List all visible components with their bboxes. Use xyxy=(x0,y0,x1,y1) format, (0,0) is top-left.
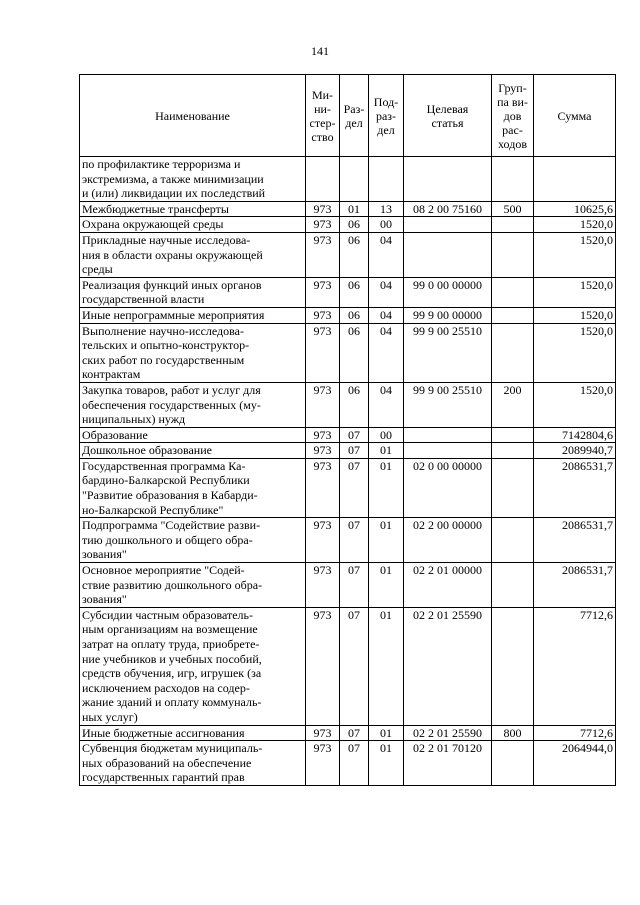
row-target-article: 02 2 01 25590 xyxy=(404,725,492,741)
header-subsection: Под- раз- дел xyxy=(369,75,404,157)
page-number: 141 xyxy=(311,44,329,58)
row-expense-group xyxy=(492,518,534,563)
table-row xyxy=(80,201,616,217)
row-sum: 1520,0 xyxy=(534,307,616,323)
row-expense-group: 200 xyxy=(492,382,534,427)
table-row xyxy=(80,518,616,563)
row-expense-group xyxy=(492,741,534,786)
row-subsection: 01 xyxy=(369,741,404,786)
row-expense-group xyxy=(492,427,534,443)
row-name: Выполнение научно-исследова- тельских и опытно-конструктор- ских работ по государственным контрактам xyxy=(80,323,306,382)
row-expense-group xyxy=(492,323,534,382)
row-name: Межбюджетные трансферты xyxy=(80,201,306,217)
row-expense-group xyxy=(492,232,534,277)
row-expense-group xyxy=(492,157,534,202)
row-section: 06 xyxy=(340,323,369,382)
row-sum: 1520,0 xyxy=(534,217,616,233)
row-section: 06 xyxy=(340,307,369,323)
row-section: 07 xyxy=(340,443,369,459)
row-sum: 2089940,7 xyxy=(534,443,616,459)
row-sum: 2086531,7 xyxy=(534,518,616,563)
row-subsection: 01 xyxy=(369,458,404,517)
row-name: Образование xyxy=(80,427,306,443)
row-ministry: 973 xyxy=(306,518,340,563)
row-expense-group xyxy=(492,443,534,459)
row-target-article: 02 2 00 00000 xyxy=(404,518,492,563)
row-ministry: 973 xyxy=(306,458,340,517)
row-section: 07 xyxy=(340,725,369,741)
row-target-article: 02 2 01 00000 xyxy=(404,563,492,608)
row-ministry: 973 xyxy=(306,323,340,382)
row-name: Основное мероприятие "Содей- ствие развитию дошкольного обра- зования" xyxy=(80,563,306,608)
header-name: Наименование xyxy=(80,75,306,157)
row-ministry: 973 xyxy=(306,307,340,323)
row-subsection: 00 xyxy=(369,217,404,233)
table-row xyxy=(80,741,616,786)
row-sum: 7712,6 xyxy=(534,607,616,725)
budget-table xyxy=(79,74,616,786)
row-ministry xyxy=(306,157,340,202)
row-target-article: 99 9 00 00000 xyxy=(404,307,492,323)
row-sum: 7712,6 xyxy=(534,725,616,741)
row-subsection: 01 xyxy=(369,443,404,459)
row-section: 07 xyxy=(340,518,369,563)
row-section: 06 xyxy=(340,232,369,277)
row-name: Закупка товаров, работ и услуг для обеспечения государственных (му- ниципальных) нужд xyxy=(80,382,306,427)
row-ministry: 973 xyxy=(306,607,340,725)
table-body xyxy=(80,157,616,786)
row-target-article: 02 2 01 70120 xyxy=(404,741,492,786)
row-name: Подпрограмма "Содействие разви- тию дошкольного и общего обра- зования" xyxy=(80,518,306,563)
row-ministry: 973 xyxy=(306,382,340,427)
row-target-article xyxy=(404,427,492,443)
row-ministry: 973 xyxy=(306,563,340,608)
row-sum: 2086531,7 xyxy=(534,458,616,517)
table-row xyxy=(80,382,616,427)
row-name: Государственная программа Ка- бардино-Балкарской Республики "Развитие образования в Кабарди- но-Балкарской Республике" xyxy=(80,458,306,517)
table-row xyxy=(80,458,616,517)
header-sum: Сумма xyxy=(534,75,616,157)
row-target-article: 99 0 00 00000 xyxy=(404,277,492,307)
table-header-row xyxy=(80,75,616,157)
row-subsection: 01 xyxy=(369,725,404,741)
row-section xyxy=(340,157,369,202)
table-row xyxy=(80,725,616,741)
row-target-article xyxy=(404,232,492,277)
table-row xyxy=(80,217,616,233)
row-target-article xyxy=(404,157,492,202)
row-ministry: 973 xyxy=(306,443,340,459)
row-sum: 2086531,7 xyxy=(534,563,616,608)
row-name: по профилактике терроризма и экстремизма, а также минимизации и (или) ликвидации их последствий xyxy=(80,157,306,202)
header-expense-group: Груп- па ви- дов рас- ходов xyxy=(492,75,534,157)
table-row xyxy=(80,427,616,443)
table-row xyxy=(80,157,616,202)
table-row xyxy=(80,307,616,323)
row-section: 07 xyxy=(340,741,369,786)
row-sum: 1520,0 xyxy=(534,323,616,382)
row-sum: 1520,0 xyxy=(534,277,616,307)
row-subsection: 01 xyxy=(369,563,404,608)
row-target-article: 02 2 01 25590 xyxy=(404,607,492,725)
row-target-article xyxy=(404,217,492,233)
row-section: 06 xyxy=(340,277,369,307)
header-section: Раз- дел xyxy=(340,75,369,157)
table-row xyxy=(80,563,616,608)
row-section: 06 xyxy=(340,382,369,427)
row-ministry: 973 xyxy=(306,232,340,277)
row-expense-group xyxy=(492,563,534,608)
row-target-article: 08 2 00 75160 xyxy=(404,201,492,217)
row-subsection: 13 xyxy=(369,201,404,217)
table-row xyxy=(80,232,616,277)
row-ministry: 973 xyxy=(306,217,340,233)
row-target-article: 99 9 00 25510 xyxy=(404,382,492,427)
table-row xyxy=(80,443,616,459)
row-subsection: 04 xyxy=(369,382,404,427)
table-row xyxy=(80,277,616,307)
row-target-article: 02 0 00 00000 xyxy=(404,458,492,517)
row-name: Иные непрограммные мероприятия xyxy=(80,307,306,323)
row-ministry: 973 xyxy=(306,277,340,307)
row-expense-group xyxy=(492,277,534,307)
row-name: Дошкольное образование xyxy=(80,443,306,459)
row-section: 06 xyxy=(340,217,369,233)
row-expense-group xyxy=(492,307,534,323)
row-name: Субсидии частным образователь- ным организациям на возмещение затрат на оплату труда, приобрете- ние учебников и учебных пособий, средств обучения, игр, игрушек (за исключением расходов на содер- жание зданий и оплату коммуналь- ных услуг) xyxy=(80,607,306,725)
row-section: 07 xyxy=(340,607,369,725)
row-sum: 10625,6 xyxy=(534,201,616,217)
row-sum xyxy=(534,157,616,202)
row-name: Охрана окружающей среды xyxy=(80,217,306,233)
row-section: 07 xyxy=(340,458,369,517)
row-subsection: 01 xyxy=(369,518,404,563)
row-name: Реализация функций иных органов государственной власти xyxy=(80,277,306,307)
row-section: 07 xyxy=(340,563,369,608)
row-name: Субвенция бюджетам муниципаль- ных образований на обеспечение государственных гарантий прав xyxy=(80,741,306,786)
row-expense-group xyxy=(492,607,534,725)
row-sum: 2064944,0 xyxy=(534,741,616,786)
row-ministry: 973 xyxy=(306,427,340,443)
table-row xyxy=(80,323,616,382)
row-ministry: 973 xyxy=(306,741,340,786)
row-expense-group xyxy=(492,217,534,233)
row-subsection: 01 xyxy=(369,607,404,725)
header-ministry: Ми- ни- стер- ство xyxy=(306,75,340,157)
row-section: 01 xyxy=(340,201,369,217)
row-expense-group xyxy=(492,458,534,517)
table-row xyxy=(80,607,616,725)
row-subsection: 00 xyxy=(369,427,404,443)
row-ministry: 973 xyxy=(306,725,340,741)
row-subsection xyxy=(369,157,404,202)
row-name: Иные бюджетные ассигнования xyxy=(80,725,306,741)
row-subsection: 04 xyxy=(369,277,404,307)
row-subsection: 04 xyxy=(369,323,404,382)
row-expense-group: 800 xyxy=(492,725,534,741)
row-target-article xyxy=(404,443,492,459)
row-expense-group: 500 xyxy=(492,201,534,217)
row-sum: 1520,0 xyxy=(534,232,616,277)
row-sum: 1520,0 xyxy=(534,382,616,427)
row-subsection: 04 xyxy=(369,307,404,323)
row-ministry: 973 xyxy=(306,201,340,217)
header-target-article: Целевая статья xyxy=(404,75,492,157)
row-subsection: 04 xyxy=(369,232,404,277)
row-target-article: 99 9 00 25510 xyxy=(404,323,492,382)
row-sum: 7142804,6 xyxy=(534,427,616,443)
row-name: Прикладные научные исследова- ния в области охраны окружающей среды xyxy=(80,232,306,277)
row-section: 07 xyxy=(340,427,369,443)
